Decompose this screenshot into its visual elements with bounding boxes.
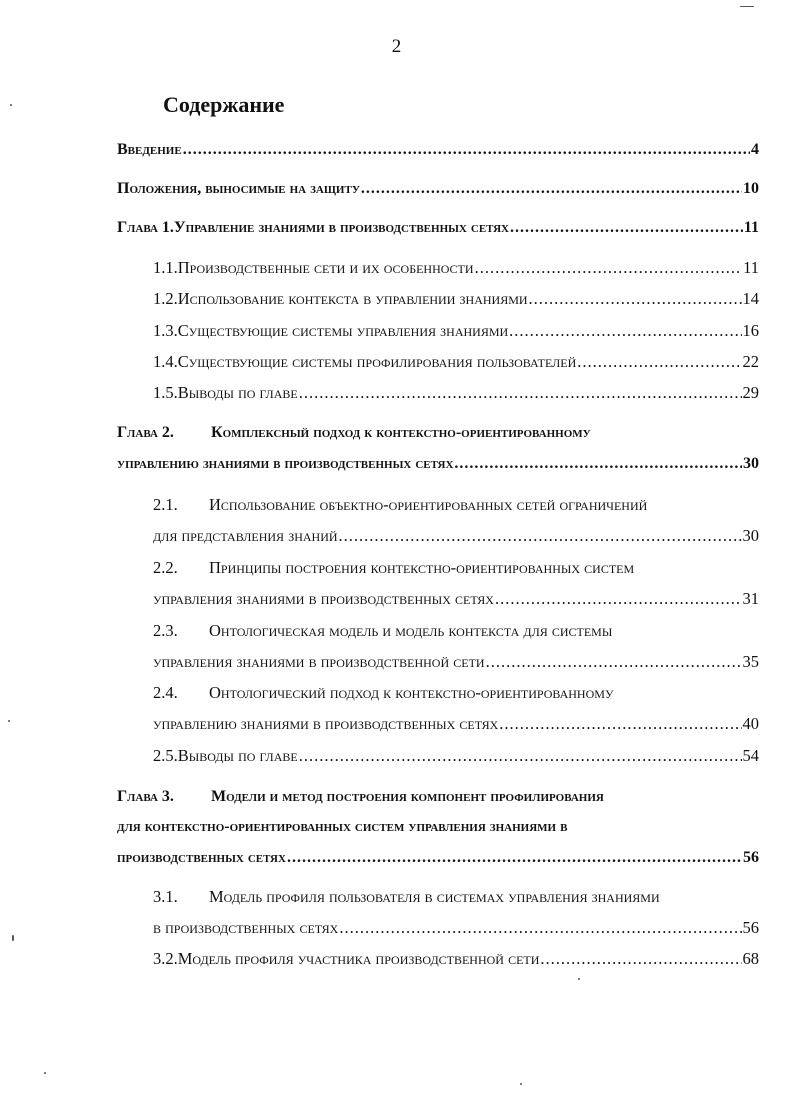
scan-speck	[10, 104, 12, 106]
page-title: Содержание	[163, 92, 285, 117]
toc-label: Производственные сети и их особенности	[177, 258, 474, 277]
section-number: 1.5.	[153, 383, 178, 402]
toc-entry-2-4-line1[interactable]	[153, 683, 613, 703]
dot-leader	[287, 849, 742, 867]
dot-leader	[183, 141, 750, 159]
section-number: 1.2.	[153, 289, 178, 308]
toc-entry-1-5[interactable]	[153, 383, 759, 403]
scan-speck	[8, 720, 10, 722]
toc-page: 40	[742, 714, 759, 733]
toc-entry-2-3[interactable]	[153, 652, 759, 672]
toc-label: в производственных сетях	[153, 918, 339, 937]
toc-label: Существующие системы профилирования пользователей	[177, 352, 577, 371]
toc-label: Положения, выносимые на защиту	[117, 180, 360, 197]
page-number: 2	[391, 36, 402, 57]
toc-label: управлению знаниями в производственных сетях	[117, 455, 454, 472]
dot-leader	[475, 258, 743, 278]
toc-entry-2-4[interactable]	[153, 714, 759, 734]
dot-leader	[486, 652, 742, 672]
toc-label: Модель профиля пользователя в системах управления знаниями	[209, 887, 660, 906]
toc-label: управления знаниями в производственной сети	[153, 652, 485, 671]
toc-page: 22	[742, 352, 759, 371]
toc-page: 16	[742, 321, 759, 340]
toc-entry-3-2[interactable]	[153, 949, 759, 969]
dot-leader	[339, 526, 742, 546]
toc-entry-2-1-line1[interactable]	[153, 495, 647, 515]
dot-leader	[510, 219, 743, 237]
toc-page: 14	[742, 289, 759, 308]
toc-entry-1-2[interactable]	[153, 289, 759, 309]
toc-entry-1-4[interactable]	[153, 352, 759, 372]
toc-page: 31	[742, 589, 759, 608]
toc-entry-3-1[interactable]	[153, 918, 759, 938]
toc-label: Существующие системы управления знаниями	[177, 321, 509, 340]
toc-entry-chapter-3[interactable]	[117, 849, 759, 867]
toc-page: 54	[742, 746, 759, 765]
section-number: 1.3.	[153, 321, 178, 340]
toc-label: Выводы по главе	[177, 746, 298, 765]
scan-speck	[44, 1072, 46, 1074]
toc-entry-chapter-2-line1[interactable]	[117, 424, 591, 442]
toc-entry-chapter-3-line1[interactable]	[117, 788, 604, 806]
dot-leader	[495, 589, 742, 609]
section-number: 2.3.	[153, 621, 178, 640]
toc-label: производственных сетях	[117, 849, 286, 866]
toc-entry-2-3-line1[interactable]	[153, 621, 612, 641]
section-number: 2.1.	[153, 495, 178, 514]
chapter-number: Глава 1.	[117, 219, 174, 236]
toc-entry-theses[interactable]	[117, 180, 759, 198]
section-number: 3.1.	[153, 887, 178, 906]
toc-page: 4	[751, 141, 759, 158]
dot-leader	[509, 321, 741, 341]
toc-label: Онтологическая модель и модель контекста для системы	[209, 621, 613, 640]
dot-leader	[361, 180, 742, 198]
dot-leader	[577, 352, 741, 372]
toc-page: 11	[743, 258, 759, 277]
toc-page: 11	[743, 219, 759, 236]
toc-label: Использование контекста в управлении знаниями	[177, 289, 528, 308]
toc-label: Принципы построения контекстно-ориентированных систем	[209, 558, 635, 577]
toc-page: 29	[742, 383, 759, 402]
toc-entry-1-1[interactable]	[153, 258, 759, 278]
toc-page: 56	[743, 849, 759, 866]
dot-leader	[540, 949, 741, 969]
toc-label: управлению знаниями в производственных сетях	[153, 714, 499, 733]
toc-page: 10	[743, 180, 759, 197]
toc-label: Использование объектно-ориентированных сетей ограничений	[209, 495, 648, 514]
toc-label: для контекстно-ориентированных систем управления знаниями в	[117, 818, 568, 835]
toc-label: Управление знаниями в производственных сетях	[173, 219, 509, 236]
section-number: 1.4.	[153, 352, 178, 371]
toc-entry-2-2-line1[interactable]	[153, 558, 634, 578]
toc-entry-1-3[interactable]	[153, 321, 759, 341]
toc-entry-2-1[interactable]	[153, 526, 759, 546]
scan-speck	[740, 6, 754, 7]
toc-label: для представления знаний	[153, 526, 338, 545]
section-number: 1.1.	[153, 258, 178, 277]
toc-label: Выводы по главе	[177, 383, 298, 402]
dot-leader	[454, 455, 742, 473]
toc-label: Комплексный подход к контекстно-ориентированному	[211, 424, 591, 441]
scan-speck	[12, 935, 14, 941]
toc-label: Модели и метод построения компонент профилирования	[211, 788, 604, 805]
toc-label: Модель профиля участника производственной сети	[177, 949, 540, 968]
toc-label: Онтологический подход к контекстно-ориентированному	[209, 683, 614, 702]
toc-entry-chapter-3-line2[interactable]	[117, 818, 567, 836]
toc-label: Введение	[117, 141, 182, 158]
toc-page: 56	[742, 918, 759, 937]
toc-page: 30	[742, 526, 759, 545]
dot-leader	[339, 918, 741, 938]
section-number: 2.4.	[153, 683, 178, 702]
chapter-number: Глава 3.	[117, 788, 174, 805]
dot-leader	[299, 383, 742, 403]
toc-page: 68	[742, 949, 759, 968]
toc-page: 35	[742, 652, 759, 671]
section-number: 2.2.	[153, 558, 178, 577]
scan-speck	[578, 978, 580, 980]
toc-entry-intro[interactable]	[117, 141, 759, 159]
toc-entry-2-2[interactable]	[153, 589, 759, 609]
toc-entry-chapter-2[interactable]	[117, 455, 759, 473]
dot-leader	[499, 714, 741, 734]
dot-leader	[299, 746, 742, 766]
dot-leader	[529, 289, 742, 309]
toc-entry-3-1-line1[interactable]	[153, 887, 660, 907]
section-number: 3.2.	[153, 949, 178, 968]
section-number: 2.5.	[153, 746, 178, 765]
toc-entry-chapter-1[interactable]	[117, 219, 759, 237]
toc-page: 30	[743, 455, 759, 472]
toc-label: управления знаниями в производственных сетях	[153, 589, 494, 608]
scan-speck	[520, 1083, 522, 1085]
chapter-number: Глава 2.	[117, 424, 174, 441]
toc-entry-2-5[interactable]	[153, 746, 759, 766]
